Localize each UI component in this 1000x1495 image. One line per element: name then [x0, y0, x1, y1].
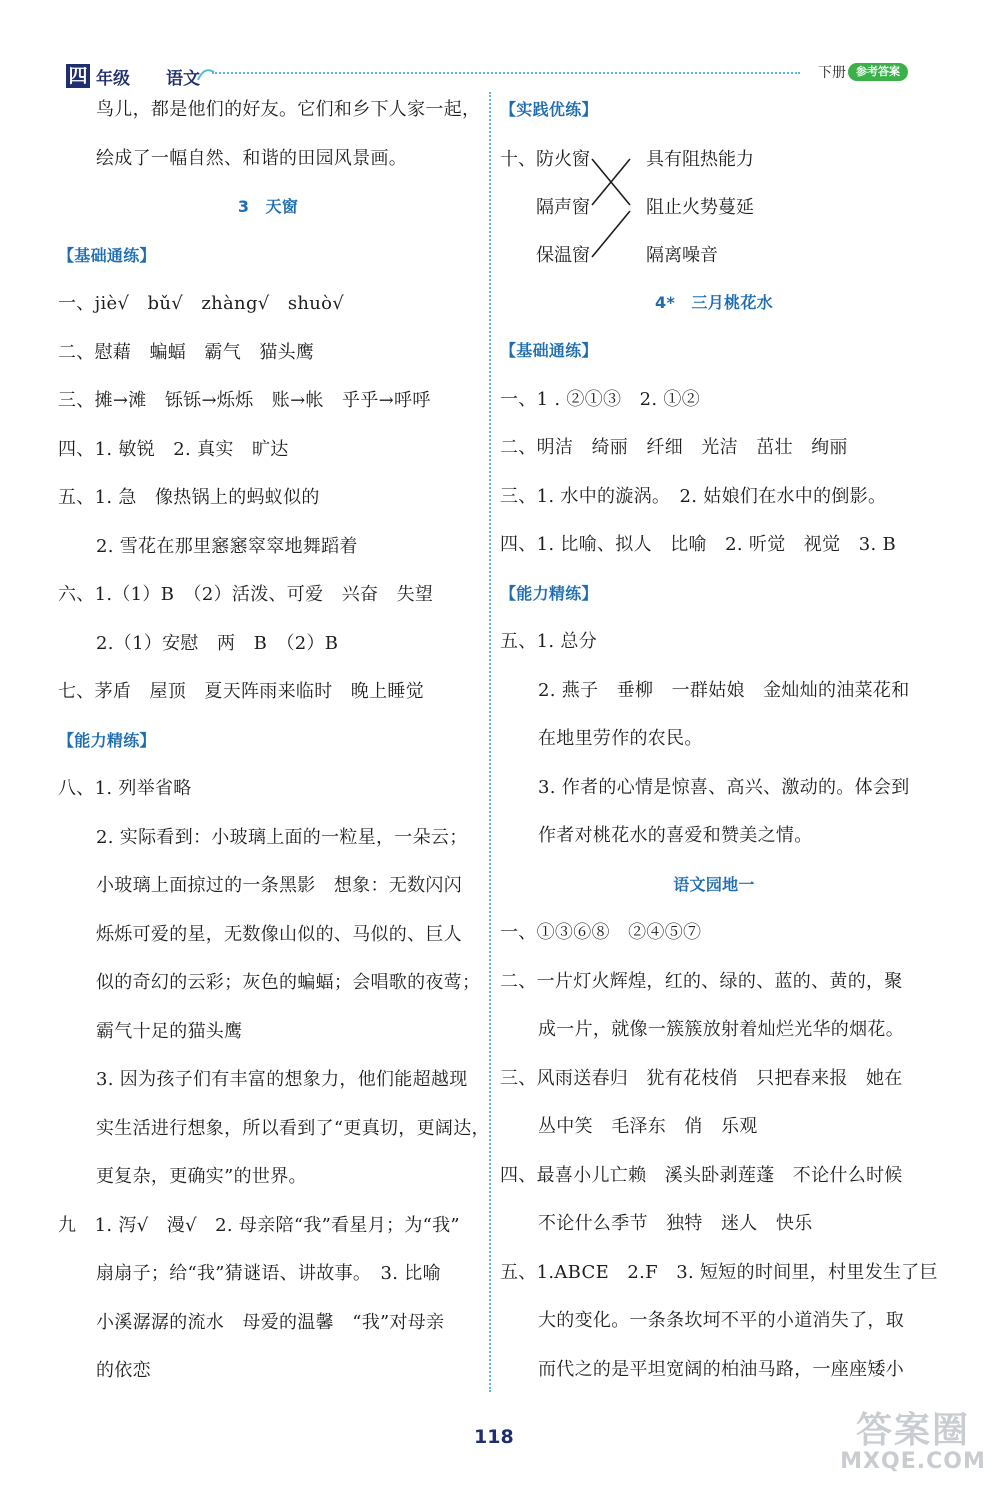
- match-left-item: 防火窗: [536, 148, 590, 170]
- grade-number: 四: [66, 64, 90, 88]
- answer-line: 八、1. 列举省略: [58, 778, 192, 799]
- answer-line: 五、1.ABCE 2.F 3. 短短的时间里，村里发生了巨: [500, 1261, 938, 1283]
- watermark-url: MXQE.COM: [840, 1449, 986, 1474]
- answer-line: 一、jiè√ bǔ√ zhàng√ shuò√: [58, 293, 345, 314]
- grade-label: 年级: [96, 69, 130, 89]
- answer-line: 小溪潺潺的流水 母爱的温馨 “我”对母亲: [96, 1311, 445, 1333]
- answer-line: 的依恋: [96, 1360, 151, 1381]
- answer-line: 不论什么季节 独特 迷人 快乐: [538, 1213, 813, 1234]
- answer-line: 五、1. 急 像热锅上的蚂蚁似的: [58, 487, 320, 508]
- right-column-body: [500, 279, 938, 1395]
- watermark-logo: 答案圈: [855, 1410, 970, 1451]
- match-left-item: 隔声窗: [536, 196, 590, 218]
- answer-line: 2. 燕子 垂柳 一群姑娘 金灿灿的油菜花和: [538, 679, 910, 701]
- answer-line: 三、摊→滩 铄铄→烁烁 账→帐 乎乎→呼呼: [58, 390, 431, 411]
- answer-line: 丛中笑 毛泽东 俏 乐观: [538, 1116, 758, 1137]
- match-right-item: 具有阻热能力: [646, 148, 754, 170]
- lesson-title: 语文园地一: [673, 874, 755, 894]
- match-prefix: 十、: [500, 148, 536, 170]
- column-divider: [489, 92, 491, 1392]
- answer-line: 一、①③⑥⑧ ②④⑤⑦: [500, 922, 702, 943]
- answer-line: 绘成了一幅自然、和谐的田园风景画。: [96, 147, 408, 169]
- answer-line: 三、1. 水中的漩涡。 2. 姑娘们在水中的倒影。: [500, 485, 887, 507]
- answer-line: 二、明洁 绮丽 纤细 光洁 茁壮 绚丽: [500, 437, 848, 458]
- page-number: 118: [474, 1426, 514, 1448]
- answer-line: 九 1. 泻√ 漫√ 2. 母亲陪“我”看星月；为“我”: [58, 1214, 460, 1236]
- answer-line: 鸟儿，都是他们的好友。它们和乡下人家一起，: [96, 99, 481, 120]
- answer-badge: 参考答案: [848, 63, 908, 81]
- answer-line: 小玻璃上面掠过的一条黑影 想象：无数闪闪: [96, 875, 462, 896]
- section-heading: 【能力精练】: [500, 583, 598, 603]
- answer-line: 2.（1）安慰 两 B （2）B: [96, 632, 339, 654]
- right-column: [500, 86, 938, 1394]
- lesson-title: 3 天窗: [237, 197, 299, 216]
- section-heading: 【能力精练】: [58, 730, 156, 750]
- match-right-item: 隔离噪音: [646, 244, 718, 266]
- left-column: [58, 86, 490, 1396]
- volume-label: 下册: [818, 65, 846, 81]
- answer-line: 七、茅盾 屋顶 夏天阵雨来临时 晚上睡觉: [58, 681, 424, 702]
- answer-line: 作者对桃花水的喜爱和赞美之情。: [538, 825, 813, 846]
- answer-line: 四、1. 比喻、拟人 比喻 2. 听觉 视觉 3. B: [500, 534, 897, 555]
- page-header: [0, 0, 1000, 100]
- section-heading: 【实践优练】: [500, 100, 598, 119]
- answer-line: 2. 实际看到：小玻璃上面的一粒星，一朵云；: [96, 826, 468, 848]
- answer-line: 似的奇幻的云彩；灰色的蝙蝠；会唱歌的夜莺；: [96, 972, 481, 993]
- matching-exercise: [500, 135, 928, 279]
- answer-line: 二、一片灯火辉煌，红的、绿的、蓝的、黄的，聚: [500, 970, 903, 992]
- answer-line: 3. 作者的心情是惊喜、高兴、激动的。体会到: [538, 776, 910, 798]
- answer-line: 3. 因为孩子们有丰富的想象力，他们能超越现: [96, 1069, 468, 1090]
- answer-line: 大的变化。一条条坎坷不平的小道消失了，取: [538, 1310, 904, 1331]
- answer-line: 一、1 . ②①③ 2. ①②: [500, 388, 701, 410]
- answer-line: 扇扇子；给“我”猜谜语、讲故事。 3. 比喻: [96, 1263, 441, 1284]
- lesson-title: 4* 三月桃花水: [655, 292, 773, 312]
- answer-line: 而代之的是平坦宽阔的柏油马路，一座座矮小: [538, 1358, 904, 1380]
- answer-line: 二、慰藉 蝙蝠 霸气 猫头鹰: [58, 341, 315, 363]
- answer-line: 四、1. 敏锐 2. 真实 旷达: [58, 438, 289, 460]
- header-rule: [212, 72, 800, 74]
- match-left-item: 保温窗: [536, 244, 590, 266]
- answer-line: 在地里劳作的农民。: [538, 728, 703, 749]
- watermark: [828, 1402, 998, 1492]
- answer-line: 2. 雪花在那里窸窸窣窣地舞蹈着: [96, 535, 358, 557]
- answer-line: 烁烁可爱的星，无数像山似的、马似的、巨人: [96, 923, 462, 945]
- answer-line: 成一片，就像一簇簇放射着灿烂光华的烟花。: [538, 1019, 904, 1040]
- answer-line: 实生活进行想象，所以看到了“更真切，更阔达，: [96, 1117, 490, 1139]
- section-heading: 【基础通练】: [500, 341, 598, 360]
- answer-line: 六、1.（1）B （2）活泼、可爱 兴奋 失望: [58, 584, 434, 605]
- answer-line: 霸气十足的猫头鹰: [96, 1020, 243, 1042]
- answer-line: 三、风雨送春归 犹有花枝俏 只把春来报 她在: [500, 1067, 903, 1089]
- subject-label: 语文: [166, 69, 200, 89]
- match-right-item: 阻止火势蔓延: [646, 196, 754, 218]
- answer-line: 五、1. 总分: [500, 631, 597, 652]
- answer-line: 更复杂，更确实”的世界。: [96, 1166, 307, 1187]
- answer-line: 四、最喜小儿亡赖 溪头卧剥莲蓬 不论什么时候: [500, 1164, 903, 1186]
- section-heading: 【基础通练】: [58, 245, 156, 265]
